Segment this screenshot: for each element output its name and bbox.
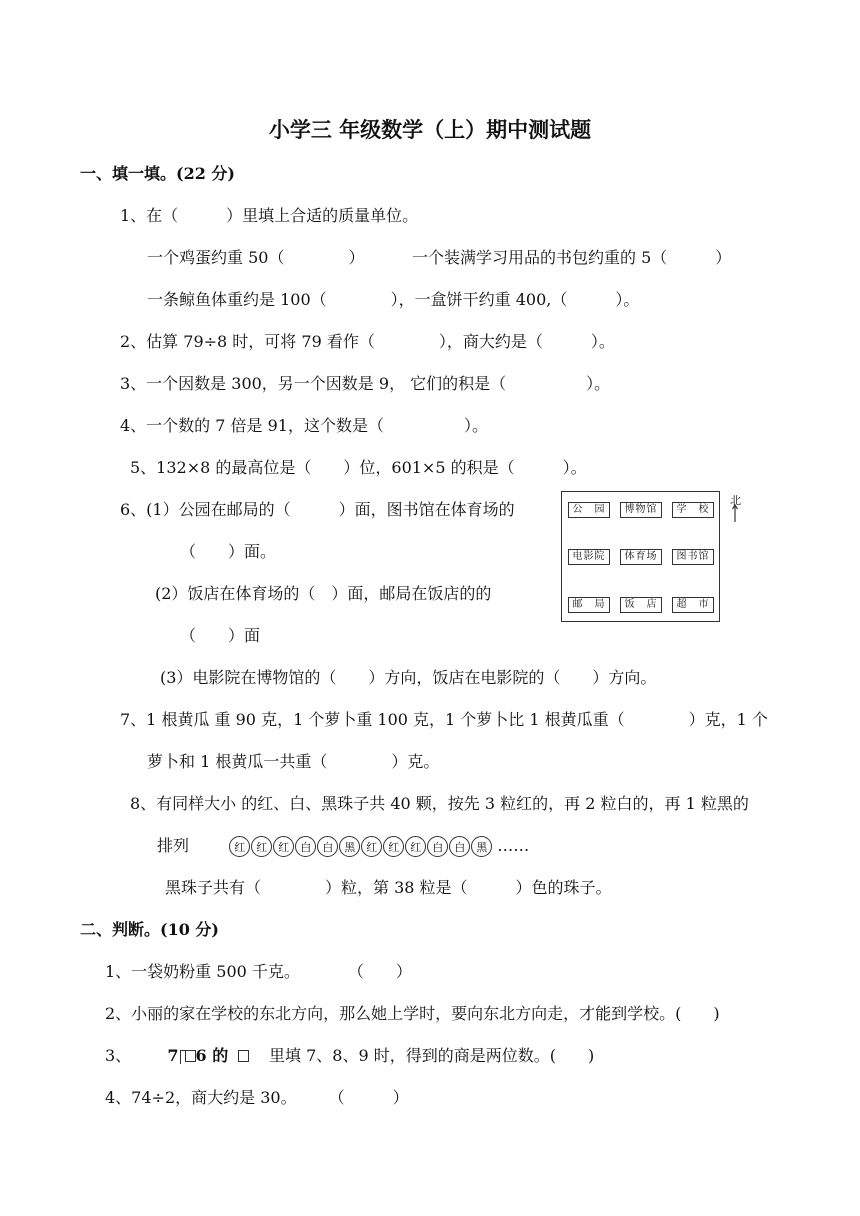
question-4: 4、一个数的 7 倍是 91，这个数是（ ）。: [120, 416, 488, 435]
bead-icon: 白: [449, 836, 470, 857]
bead-label: 排列: [157, 836, 190, 855]
question-1a: 一个鸡蛋约重 50（ ）: [147, 248, 365, 267]
bead-icon: 红: [273, 836, 294, 857]
bead-ellipsis: ……: [497, 836, 530, 855]
section-heading-judge: 二、判断。(10 分): [80, 920, 219, 939]
bead-icon: 红: [405, 836, 426, 857]
judge-2: 2、小丽的家在学校的东北方向，那么她上学时，要向东北方向走，才能到学校。( ): [105, 1004, 720, 1023]
judge-4: 4、74÷2，商大约是 30。 （ ）: [105, 1088, 409, 1107]
long-division-icon: 7 6 的: [167, 1046, 229, 1065]
question-8-cont: 黑珠子共有（ ）粒，第 38 粒是（ ）色的珠子。: [165, 878, 612, 897]
question-3: 3、一个因数是 300，另一个因数是 9， 它们的积是（ ）。: [120, 374, 611, 393]
page-title: 小学三 年级数学（上）期中测试题: [268, 117, 592, 142]
map-cell-park: 公 园: [568, 502, 610, 518]
bead-icon: 白: [427, 836, 448, 857]
map-cell-post-office: 邮 局: [568, 597, 610, 613]
question-6-part2: (2）饭店在体育场的（ ）面，邮局在饭店的的: [155, 584, 492, 603]
judge-1: 1、一袋奶粉重 500 千克。 （ ）: [105, 962, 412, 981]
question-6-part2-cont: （ ）面: [180, 626, 261, 645]
blank-box-icon: [238, 1050, 249, 1062]
question-2: 2、估算 79÷8 时，可将 79 看作（ ），商大约是（ ）。: [120, 332, 615, 351]
question-5: 5、132×8 的最高位是（ ）位，601×5 的积是（ ）。: [130, 458, 587, 477]
north-arrow-icon: [732, 504, 738, 522]
map-cell-supermarket: 超 市: [672, 597, 714, 613]
map-cell-school: 学 校: [672, 502, 714, 518]
bead-icon: 白: [295, 836, 316, 857]
bead-icon: 红: [229, 836, 250, 857]
bead-icon: 红: [383, 836, 404, 857]
question-1b: 一个装满学习用品的书包约重的 5（ ）: [412, 248, 732, 267]
question-7: 7、1 根黄瓜 重 90 克，1 个萝卜重 100 克，1 个萝卜比 1 根黄瓜重（ ）克，1 个: [120, 710, 768, 729]
direction-map: [561, 491, 720, 622]
bead-icon: 红: [361, 836, 382, 857]
judge-3-prefix: 3、: [105, 1046, 132, 1065]
judge-3: [105, 1046, 594, 1066]
north-label: 北: [730, 494, 741, 507]
section-heading-fill: 一、填一填。(22 分): [80, 164, 235, 183]
judge-3-text: 里填 7、8、9 时，得到的商是两位数。( ): [269, 1046, 595, 1065]
question-6-part1-cont: （ ）面。: [180, 542, 277, 561]
map-cell-stadium: 体育场: [620, 549, 662, 565]
map-cell-museum: 博物馆: [620, 502, 662, 518]
bead-icon: 白: [317, 836, 338, 857]
question-6-part1: 6、(1）公园在邮局的（ ）面，图书馆在体育场的: [120, 500, 515, 519]
map-cell-cinema: 电影院: [568, 549, 610, 565]
map-cell-restaurant: 饭 店: [620, 597, 662, 613]
question-6-part3: (3）电影院在博物馆的（ ）方向，饭店在电影院的（ ）方向。: [160, 668, 657, 687]
bead-row: [229, 836, 492, 857]
map-cell-library: 图书馆: [672, 549, 714, 565]
question-1c: 一条鲸鱼体重约是 100（ ），一盒饼干约重 400,（ ）。: [147, 290, 640, 309]
blank-box-icon: [185, 1050, 196, 1062]
bead-icon: 黑: [339, 836, 360, 857]
question-7-cont: 萝卜和 1 根黄瓜一共重（ ）克。: [147, 752, 440, 771]
bead-icon: 红: [251, 836, 272, 857]
bead-sequence: [157, 836, 529, 857]
bead-icon: 黑: [471, 836, 492, 857]
question-8: 8、有同样大小 的红、白、黑珠子共 40 颗，按先 3 粒红的，再 2 粒白的，再 1 粒黑的: [130, 794, 749, 813]
question-1: 1、在（ ）里填上合适的质量单位。: [120, 206, 419, 225]
